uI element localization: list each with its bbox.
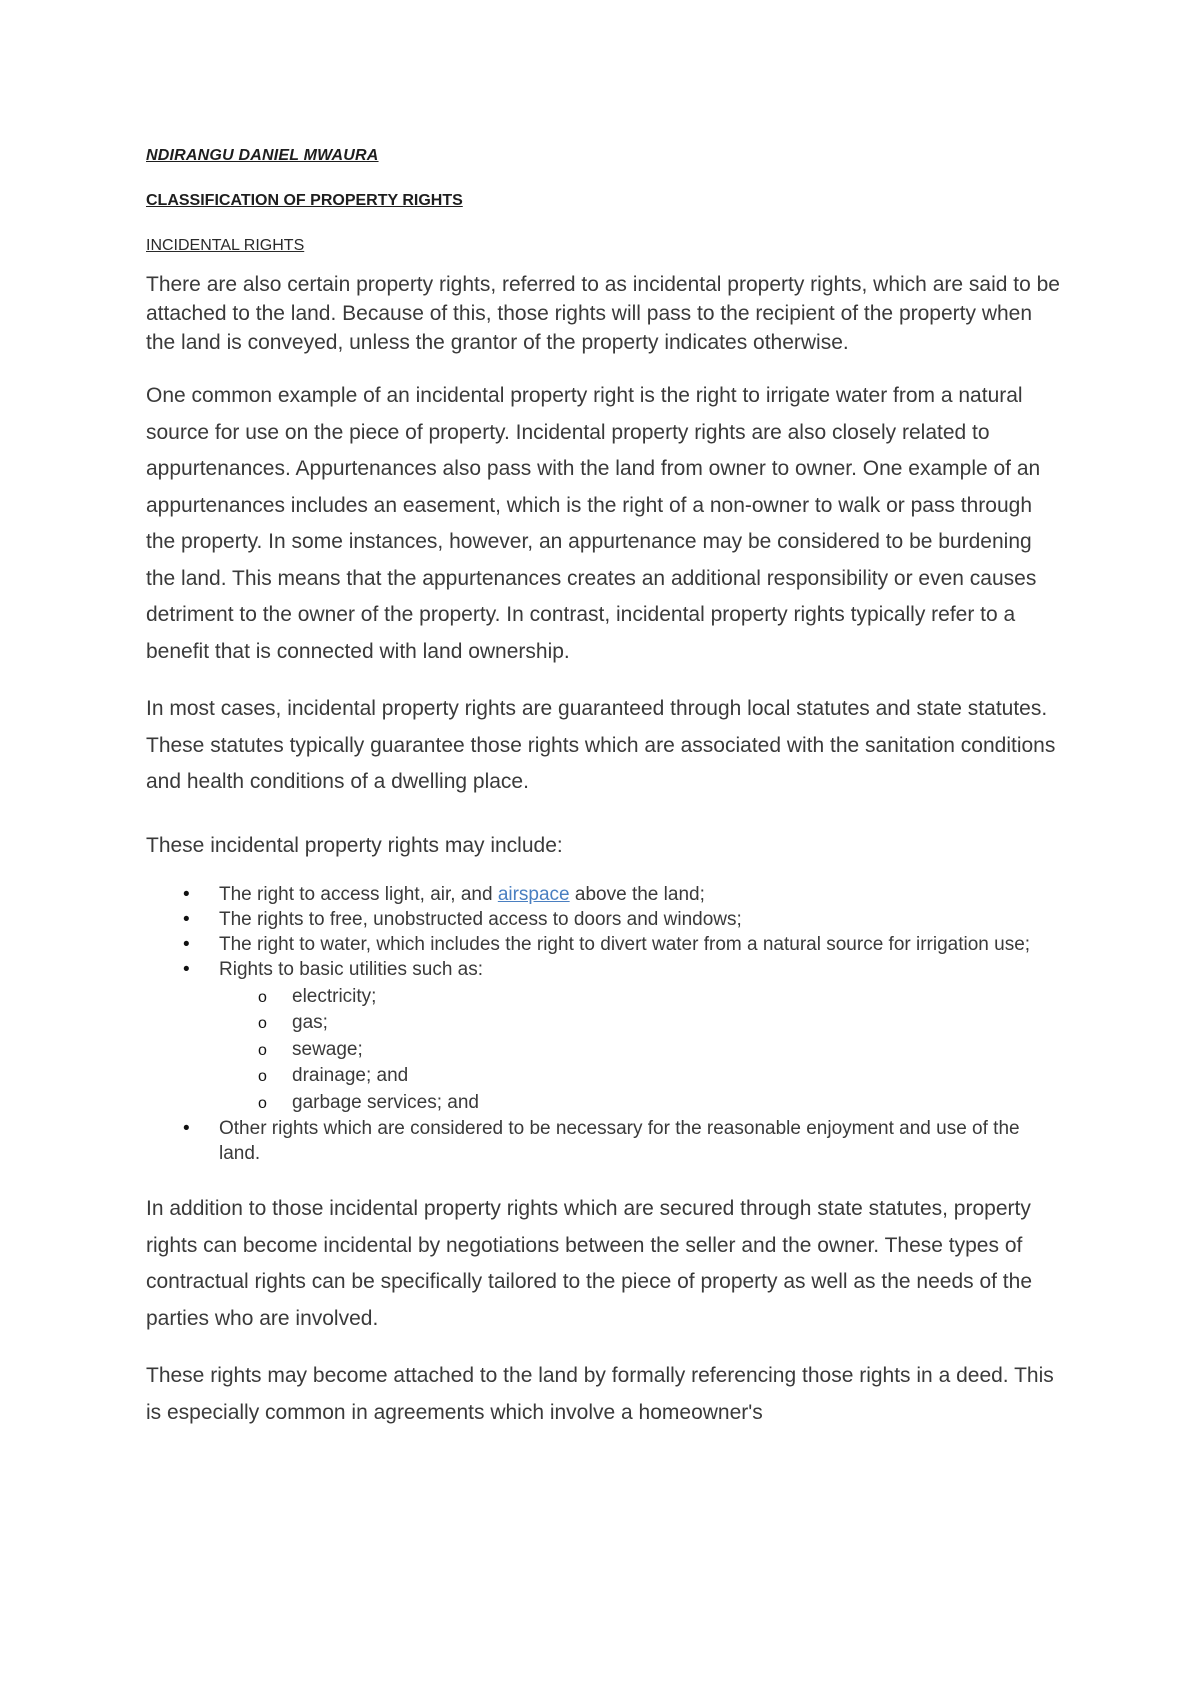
list-item-text: The rights to free, unobstructed access to doors and windows;: [219, 908, 742, 930]
list-item: [146, 907, 1066, 932]
bullet-icon: •: [183, 958, 190, 980]
list-intro: These incidental property rights may include:: [146, 833, 563, 857]
circle-bullet-icon: o: [258, 1041, 267, 1059]
document-title: CLASSIFICATION OF PROPERTY RIGHTS: [146, 192, 463, 209]
author-name: NDIRANGU DANIEL MWAURA: [146, 147, 379, 164]
list-item-text: The right to water, which includes the right to divert water from a natural source for irrigation use;: [219, 933, 1031, 955]
paragraph-intro: There are also certain property rights, referred to as incidental property rights, which are said to be attached to the land. Because of this, those rights will pass to the recipient of the property when the land is conveyed, unless the grantor of the property indicates otherwise.: [146, 273, 1060, 354]
list-item: [146, 932, 1066, 957]
paragraph-appurtenances: One common example of an incidental property right is the right to irrigate water from a natural source for use on the piece of property. Incidental property rights are also closely related to appurtenances. Appurtenances also pass with the land from owner to owner. One example of an appurtenances includes an easement, which is the right of a non-owner to walk or pass through the property. In some instances, however, an appurtenance may be considered to be burdening the land. This means that the appurtenances creates an additional responsibility or even causes detriment to the owner of the property. In contrast, incidental property rights typically refer to a benefit that is connected with land ownership.: [146, 384, 1041, 663]
document-page: [146, 146, 1066, 1431]
bullet-icon: •: [183, 1118, 190, 1139]
section-heading: INCIDENTAL RIGHTS: [146, 237, 305, 254]
list-item: [146, 1116, 1066, 1166]
circle-bullet-icon: o: [258, 1068, 267, 1085]
paragraph-statutes: In most cases, incidental property rights are guaranteed through local statutes and state statutes. These statutes typically guarantee those rights which are associated with the sanitation conditions and health conditions of a dwelling place.: [146, 697, 1056, 793]
sublist-item-text: drainage; and: [292, 1065, 409, 1086]
sublist-item: [146, 1063, 1066, 1090]
bullet-icon: •: [183, 933, 190, 955]
list-item-text: above the land;: [569, 883, 705, 905]
sublist-item: [146, 1037, 1066, 1064]
circle-bullet-icon: o: [258, 988, 267, 1006]
list-item-text: The right to access light, air, and: [219, 883, 498, 905]
circle-bullet-icon: o: [258, 1094, 267, 1112]
sublist-item-text: gas;: [292, 1012, 328, 1033]
paragraph-contractual: In addition to those incidental property rights which are secured through state statutes, property rights can become incidental by negotiations between the seller and the owner. These types of contractual rights can be specifically tailored to the piece of property as well as the needs of the parties who are involved.: [146, 1197, 1032, 1330]
bullet-icon: •: [183, 908, 190, 930]
airspace-link[interactable]: airspace: [497, 883, 570, 905]
sublist-item: [146, 1090, 1066, 1117]
circle-bullet-icon: o: [258, 1015, 267, 1032]
sublist-item-text: sewage;: [292, 1038, 363, 1060]
list-item-text: Rights to basic utilities such as:: [219, 958, 484, 980]
paragraph-deed: These rights may become attached to the land by formally referencing those rights in a deed. This is especially common in agreements which involve a homeowner's: [146, 1364, 1054, 1424]
rights-list: [146, 882, 1066, 1167]
list-item: [146, 957, 1066, 1117]
bullet-icon: •: [183, 883, 190, 905]
sublist-item-text: electricity;: [292, 985, 377, 1007]
list-item-text: Other rights which are considered to be necessary for the reasonable enjoyment and use of the land.: [219, 1118, 1020, 1164]
utilities-sublist: [219, 984, 1066, 1117]
list-item: [146, 882, 1066, 907]
sublist-item: [146, 1010, 1066, 1037]
sublist-item-text: garbage services; and: [292, 1091, 479, 1113]
sublist-item: [146, 984, 1066, 1011]
